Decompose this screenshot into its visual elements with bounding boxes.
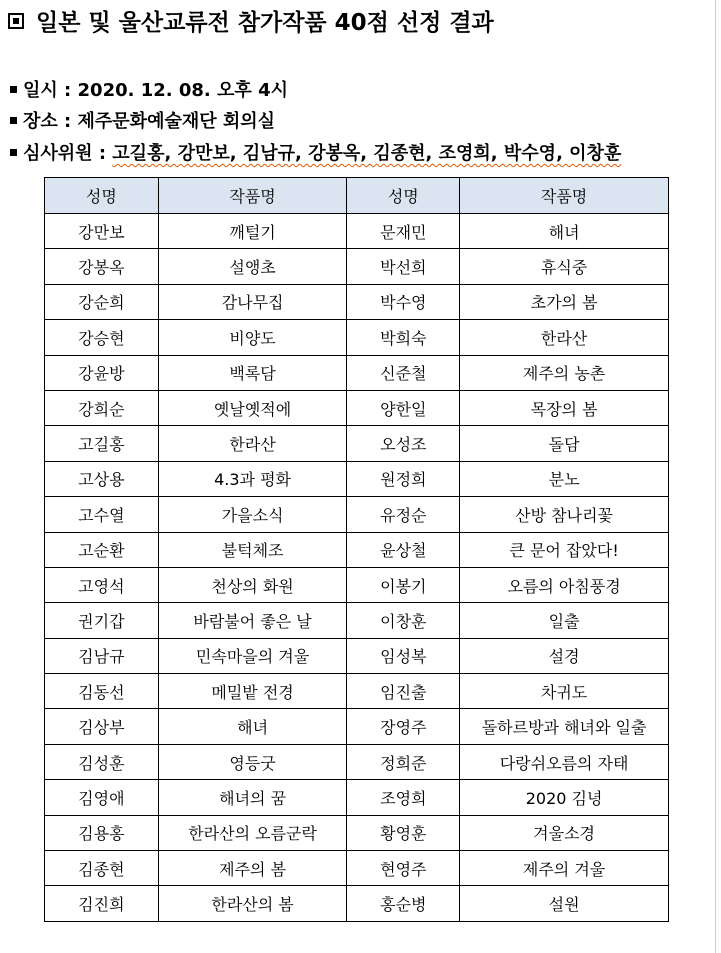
cell-work-right: 해녀 [460,214,669,249]
table-row [45,426,669,461]
cell-artist-right: 문재민 [347,214,460,249]
cell-artist-right: 정희준 [347,744,460,779]
selected-works-table [44,177,669,922]
cell-work-left: 4.3과 평화 [158,461,347,496]
cell-work-right: 큰 문어 잡았다! [460,532,669,567]
cell-artist-right: 신준철 [347,355,460,390]
cell-artist-right: 윤상철 [347,532,460,567]
cell-artist-right: 이봉기 [347,567,460,602]
cell-work-left: 해녀 [158,709,347,744]
cell-work-left: 한라산의 오름군락 [158,815,347,850]
table-row [45,497,669,532]
cell-work-right: 산방 참나리꽃 [460,497,669,532]
cell-work-left: 가을소식 [158,497,347,532]
date-value: 2020. 12. 08. 오후 4시 [77,80,288,101]
cell-work-left: 불턱체조 [158,532,347,567]
header-name-right: 성명 [347,178,460,214]
cell-work-left: 메밀밭 전경 [158,674,347,709]
cell-work-left: 천상의 화원 [158,567,347,602]
cell-artist-right: 유정순 [347,497,460,532]
table-row [45,638,669,673]
cell-artist-left: 김영애 [45,780,159,815]
table-row [45,674,669,709]
cell-artist-left: 고순환 [45,532,159,567]
cell-work-left: 깨털기 [158,214,347,249]
cell-work-right: 겨울소경 [460,815,669,850]
cell-artist-right: 원정희 [347,461,460,496]
cell-work-left: 민속마을의 겨울 [158,638,347,673]
judges-value: 고길홍, 강만보, 김남규, 강봉옥, 김종현, 조영희, 박수영, 이창훈 [112,143,622,164]
cell-work-right: 분노 [460,461,669,496]
table-row [45,744,669,779]
cell-work-right: 일출 [460,603,669,638]
cell-work-right: 제주의 농촌 [460,355,669,390]
cell-artist-left: 김상부 [45,709,159,744]
cell-artist-left: 강만보 [45,214,159,249]
cell-artist-right: 황영훈 [347,815,460,850]
header-work-right: 작품명 [460,178,669,214]
cell-work-right: 차귀도 [460,674,669,709]
place-label: 장소 : [23,111,78,132]
table-row [45,567,669,602]
cell-artist-right: 오성조 [347,426,460,461]
page-title [8,4,494,37]
cell-artist-left: 강봉옥 [45,249,159,284]
cell-artist-right: 박희숙 [347,320,460,355]
cell-work-left: 바람불어 좋은 날 [158,603,347,638]
cell-work-right: 돌담 [460,426,669,461]
cell-work-right: 초가의 봄 [460,284,669,319]
cell-work-right: 설원 [460,886,669,921]
cell-work-left: 한라산의 봄 [158,886,347,921]
judges-label: 심사위원 : [23,143,113,164]
header-work-left: 작품명 [158,178,347,214]
cell-work-right: 목장의 봄 [460,390,669,425]
cell-work-left: 설앵초 [158,249,347,284]
cell-work-right: 다랑쉬오름의 자태 [460,744,669,779]
cell-work-right: 한라산 [460,320,669,355]
square-bullet-icon [10,86,17,93]
cell-artist-left: 고길홍 [45,426,159,461]
cell-work-right: 설경 [460,638,669,673]
table-row [45,886,669,921]
page-title-text: 일본 및 울산교류전 참가작품 40점 선정 결과 [36,10,494,36]
square-bullet-icon [10,117,17,124]
table-row [45,780,669,815]
date-label: 일시 : [23,80,78,101]
header-name-left: 성명 [45,178,159,214]
cell-artist-left: 고영석 [45,567,159,602]
cell-artist-left: 김종현 [45,851,159,886]
cell-artist-right: 조영희 [347,780,460,815]
cell-artist-right: 양한일 [347,390,460,425]
cell-artist-left: 강승현 [45,320,159,355]
square-bullet-icon [10,149,17,156]
cell-artist-right: 이창훈 [347,603,460,638]
cell-artist-left: 강희순 [45,390,159,425]
table-body [45,214,669,922]
cell-artist-left: 김용홍 [45,815,159,850]
place-value: 제주문화예술재단 회의실 [77,111,276,132]
table-header-row [45,178,669,214]
cell-artist-right: 박수영 [347,284,460,319]
info-place [10,107,275,133]
cell-artist-right: 임성복 [347,638,460,673]
table-row [45,320,669,355]
cell-artist-right: 현영주 [347,851,460,886]
cell-artist-left: 김남규 [45,638,159,673]
table-row [45,214,669,249]
cell-artist-left: 김성훈 [45,744,159,779]
cell-artist-right: 박선희 [347,249,460,284]
cell-work-right: 제주의 겨울 [460,851,669,886]
table-row [45,532,669,567]
cell-artist-right: 임진출 [347,674,460,709]
cell-work-left: 비양도 [158,320,347,355]
table-row [45,851,669,886]
cell-work-left: 백록담 [158,355,347,390]
table-row [45,249,669,284]
table-row [45,603,669,638]
cell-artist-left: 강윤방 [45,355,159,390]
cell-artist-left: 고수열 [45,497,159,532]
cell-work-right: 돌하르방과 해녀와 일출 [460,709,669,744]
table-row [45,709,669,744]
info-judges [10,139,621,165]
table-row [45,815,669,850]
cell-work-right: 2020 김녕 [460,780,669,815]
cell-work-left: 영등굿 [158,744,347,779]
cell-work-left: 한라산 [158,426,347,461]
page-edge-line [715,0,716,953]
table-row [45,284,669,319]
table-row [45,390,669,425]
cell-work-right: 오름의 아침풍경 [460,567,669,602]
cell-work-left: 옛날옛적에 [158,390,347,425]
cell-work-left: 감나무집 [158,284,347,319]
cell-artist-left: 김진희 [45,886,159,921]
info-date [10,76,288,102]
square-bullet-icon [8,13,24,29]
cell-work-right: 휴식중 [460,249,669,284]
cell-work-left: 해녀의 꿈 [158,780,347,815]
table-row [45,461,669,496]
cell-artist-left: 김동선 [45,674,159,709]
cell-artist-left: 강순희 [45,284,159,319]
cell-artist-left: 권기갑 [45,603,159,638]
cell-work-left: 제주의 봄 [158,851,347,886]
table-row [45,355,669,390]
cell-artist-right: 장영주 [347,709,460,744]
cell-artist-right: 홍순병 [347,886,460,921]
cell-artist-left: 고상용 [45,461,159,496]
